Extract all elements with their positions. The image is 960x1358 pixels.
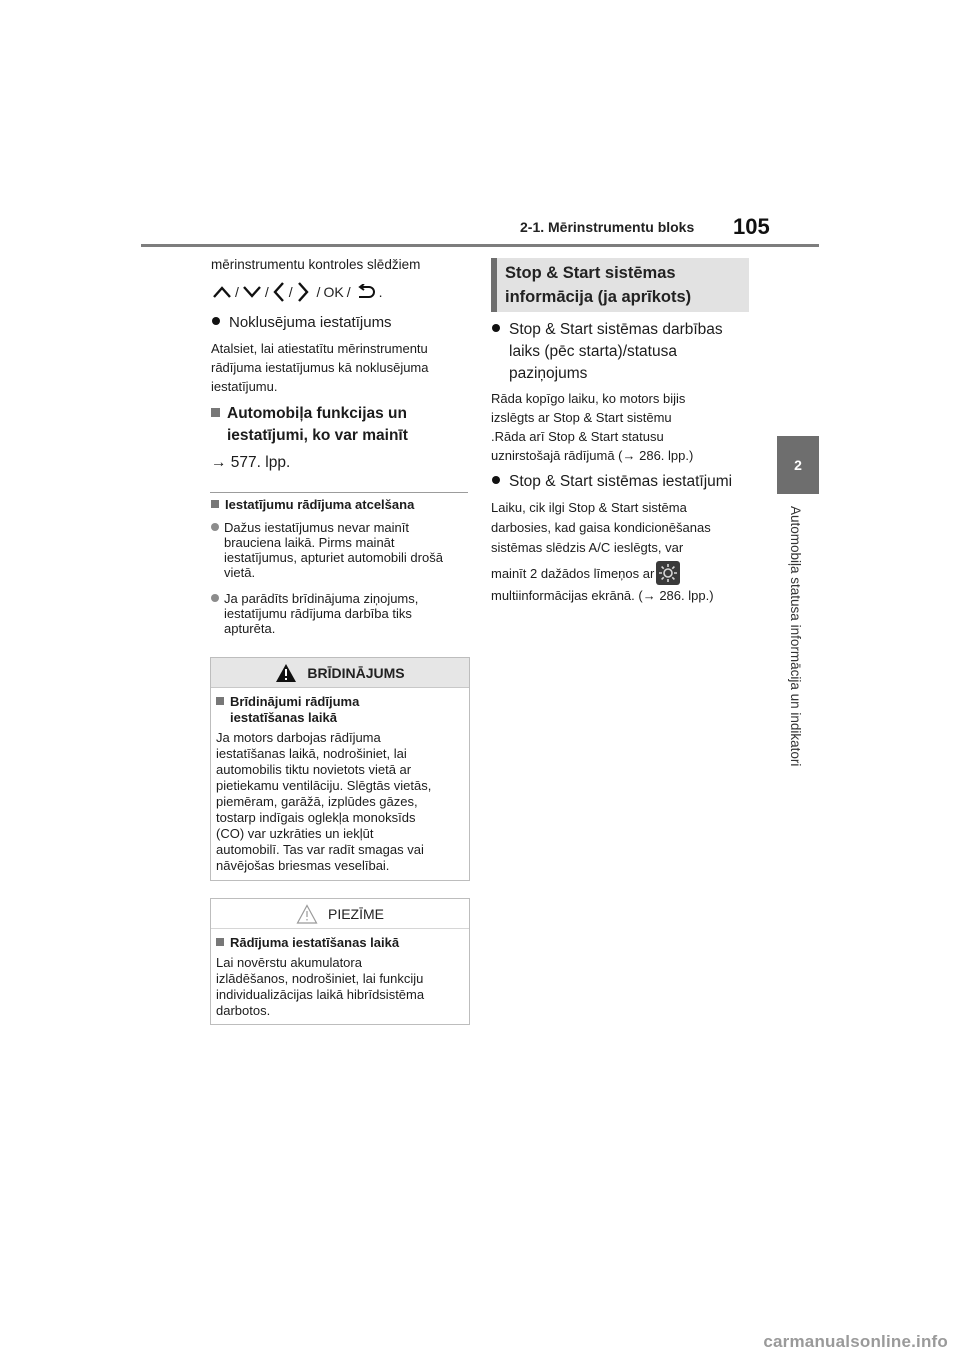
functions-title: Automobiļa funkcijas un iestatījumi, ko var mainīt <box>211 403 408 447</box>
chapter-tab <box>777 436 819 494</box>
notes-divider <box>210 492 468 493</box>
default-setting-text: Atalsiet, lai atiestatītu mērinstrumentu rādījuma iestatījumus kā noklusējuma iestatījumu. <box>211 341 429 394</box>
square-bullet-icon <box>216 938 224 946</box>
bullet-dot-icon <box>211 594 219 602</box>
bullet-dot-icon <box>212 317 220 325</box>
warning-triangle-icon <box>275 663 297 683</box>
down-arrow-icon <box>242 285 262 299</box>
back-icon <box>354 284 376 300</box>
default-setting-title: Noklusējuma iestatījums <box>212 312 392 334</box>
stop-start-settings-title: Stop & Start sistēmas iestatījumi <box>492 471 732 493</box>
cancel-title: Iestatījumu rādījuma atcelšana <box>211 497 414 513</box>
notice-subtitle: Rādījuma iestatīšanas laikā <box>216 935 464 951</box>
left-arrow-icon <box>272 281 286 303</box>
stop-start-panel-heading: Stop & Start sistēmas informācija (ja aprīkots) <box>491 258 749 312</box>
cancel-note-2: Ja parādīts brīdinājuma ziņojums, iestatījumu rādījuma darbība tiks apturēta. <box>211 591 418 636</box>
notice-box <box>210 898 470 1025</box>
warning-header <box>211 658 469 688</box>
settings-gear-icon <box>656 561 680 585</box>
header-rule <box>141 244 819 247</box>
square-bullet-icon <box>216 697 224 705</box>
square-bullet-icon <box>211 408 220 417</box>
notice-triangle-icon <box>296 904 318 924</box>
notice-header <box>211 899 469 929</box>
stop-start-settings-text: Laiku, cik ilgi Stop & Start sistēma darbosies, kad gaisa kondicionēšanas sistēmas slēdzis A/C ieslēgts, var <box>491 500 711 555</box>
chapter-number: 2 <box>794 457 802 473</box>
stop-start-settings-line5: multiinformācijas ekrānā. (→ 286. lpp.) <box>491 588 714 603</box>
bullet-dot-icon <box>492 324 500 332</box>
chapter-side-title <box>785 506 809 806</box>
page-number: 105 <box>733 214 770 239</box>
right-arrow-icon <box>296 281 310 303</box>
intro-line: mērinstrumentu kontroles slēdžiem <box>211 257 421 272</box>
warning-title: BRĪDINĀJUMS <box>307 664 405 681</box>
stop-start-time-title: Stop & Start sistēmas darbības laiks (pēc starta)/statusa paziņojums <box>492 319 723 385</box>
bullet-dot-icon <box>211 523 219 531</box>
stop-start-settings-line4: mainīt 2 dažādos līmeņos ar <box>491 561 680 585</box>
cancel-note-1: Dažus iestatījumus nevar mainīt brauciena laikā. Pirms maināt iestatījumus, apturiet automobili drošā vietā. <box>211 520 443 580</box>
warning-subtitle: Brīdinājumi rādījuma iestatīšanas laikā <box>216 694 464 726</box>
notice-text: Lai novērstu akumulatora izlādēšanos, nodrošiniet, lai funkciju individualizācijas laikā hibrīdsistēma darbotos. <box>216 955 425 1018</box>
up-arrow-icon <box>212 285 232 299</box>
functions-page-reference: → 577. lpp. <box>211 454 291 471</box>
stop-start-time-text: Rāda kopīgo laiku, ko motors bijis izslēgts ar Stop & Start sistēmu .Rāda arī Stop & Start statusu uznirstošajā rādījumā (→ 286. lpp.) <box>491 391 694 463</box>
warning-box <box>210 657 470 881</box>
control-switches-line: / / / / OK / . <box>212 281 382 303</box>
ok-label: OK <box>323 284 344 300</box>
square-bullet-icon <box>211 500 219 508</box>
section-title: 2-1. Mērinstrumentu bloks <box>520 219 695 235</box>
bullet-dot-icon <box>492 476 500 484</box>
warning-text: Ja motors darbojas rādījuma iestatīšanas laikā, nodrošiniet, lai automobilis tiktu novietots vietā ar pietiekamu ventilāciju. Slēgtās vietās, piemēram, garāžā, izplūdes gāzes, tostarp indīgais oglekļa monoksīds (CO) var uzkrāties un iekļūt automobilī. Tas var radīt smagas vai nāvējošas briesmas veselībai. <box>216 730 432 873</box>
notice-title: PIEZĪME <box>327 905 384 922</box>
site-watermark: carmanualsonline.info <box>763 1332 948 1351</box>
chapter-title: Automobiļa statusa informācija un indikatori <box>788 506 803 767</box>
